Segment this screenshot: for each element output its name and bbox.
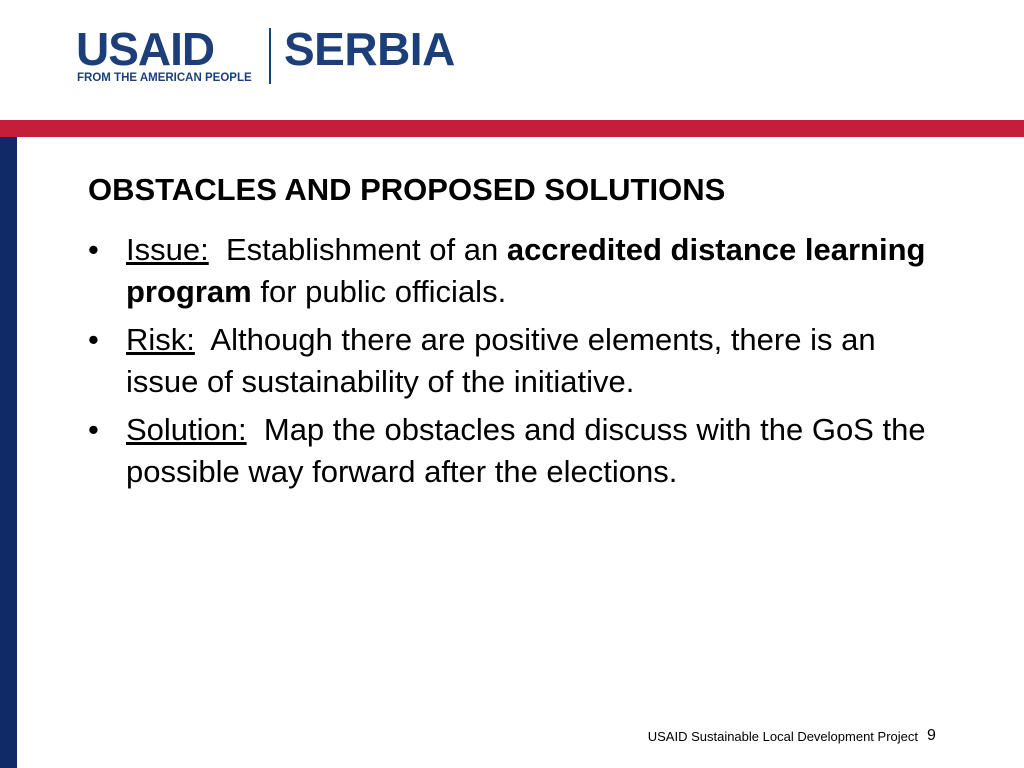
issue-text-before: Establishment of an [208, 232, 507, 267]
logo-country-name: SERBIA [284, 23, 455, 75]
risk-term: Risk: [126, 322, 195, 357]
bullet-list [88, 229, 935, 499]
issue-emphasis: accredited distance learning program [126, 232, 926, 309]
logo-divider [269, 28, 271, 84]
issue-term: Issue: [126, 232, 209, 267]
logo-tagline: FROM THE AMERICAN PEOPLE [77, 72, 252, 84]
issue-text-after: for public officials. [251, 274, 507, 309]
bullet-risk [88, 319, 928, 403]
footer-project-name: USAID Sustainable Local Development Project [647, 729, 918, 744]
slide-title: OBSTACLES AND PROPOSED SOLUTIONS [88, 172, 726, 207]
bullet-issue [88, 229, 928, 313]
bullet-marker: • [88, 412, 99, 447]
left-navy-sidebar [0, 137, 17, 768]
risk-text: Although there are positive elements, there is an issue of sustainability of the initiative. [126, 322, 885, 399]
logo-usaid-wordmark: USAID [76, 23, 215, 75]
solution-term: Solution: [126, 412, 247, 447]
bullet-solution [88, 409, 935, 493]
header-red-band [0, 120, 1024, 137]
page-number: 9 [927, 727, 936, 744]
solution-text: Map the obstacles and discuss with the GoS the possible way forward after the elections. [126, 412, 935, 489]
bullet-marker: • [88, 322, 99, 357]
bullet-marker: • [88, 232, 99, 267]
